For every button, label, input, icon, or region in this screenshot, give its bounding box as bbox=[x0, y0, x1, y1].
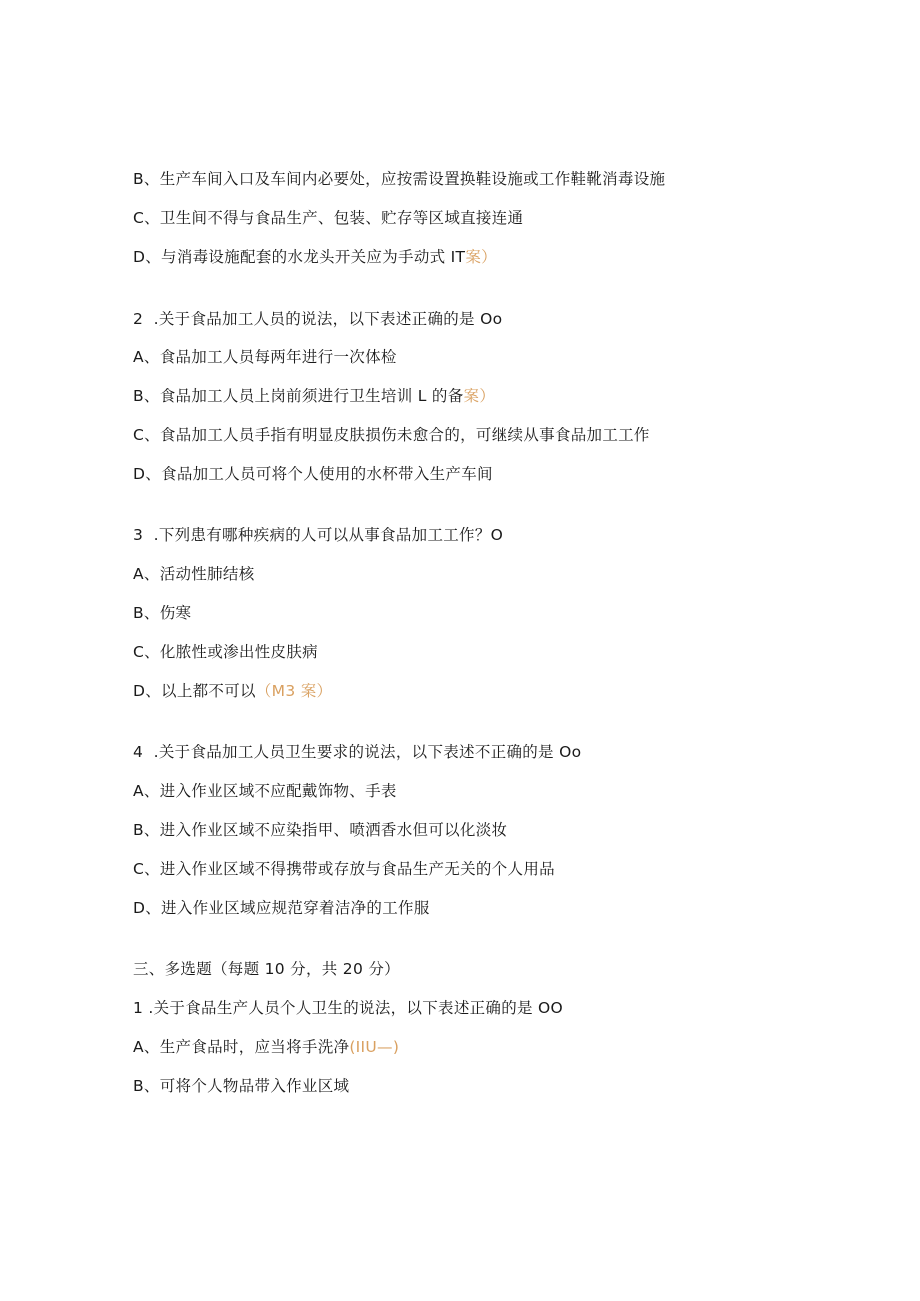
q4-stem bbox=[133, 742, 581, 762]
q2-option-a bbox=[133, 347, 397, 367]
q4-option-c bbox=[133, 859, 555, 879]
mq1-stem-text: 1 .关于食品生产人员个人卫生的说法，以下表述正确的是 OO bbox=[133, 999, 564, 1017]
q2-stem bbox=[133, 309, 502, 329]
mq1-answer-mark: (IIU—) bbox=[349, 1038, 400, 1056]
q2-option-c-text: C、食品加工人员手指有明显皮肤损伤未愈合的，可继续从事食品加工工作 bbox=[133, 426, 650, 444]
q1-option-c-text: C、卫生间不得与食品生产、包装、贮存等区域直接连通 bbox=[133, 209, 524, 227]
q2-stem-text: 2 .关于食品加工人员的说法，以下表述正确的是 Oo bbox=[133, 310, 503, 328]
q2-option-b bbox=[133, 386, 495, 406]
q3-option-c-text: C、化脓性或渗出性皮肤病 bbox=[133, 643, 318, 661]
q3-stem bbox=[133, 525, 503, 545]
q3-option-a bbox=[133, 564, 255, 584]
section-heading-text: 三、多选题（每题 10 分，共 20 分） bbox=[133, 960, 400, 978]
q3-option-a-text: A、活动性肺结核 bbox=[133, 565, 255, 583]
q1-option-d-text: D、与消毒设施配套的水龙头开关应为手动式 IT bbox=[133, 248, 466, 266]
q1-option-d bbox=[133, 247, 497, 267]
q3-option-c bbox=[133, 642, 318, 662]
q2-option-b-text: B、食品加工人员上岗前须进行卫生培训 L 的备 bbox=[133, 387, 464, 405]
q3-option-d-text: D、以上都不可以 bbox=[133, 682, 256, 700]
q4-stem-text: 4 .关于食品加工人员卫生要求的说法，以下表述不正确的是 Oo bbox=[133, 743, 582, 761]
q4-option-a-text: A、进入作业区域不应配戴饰物、手表 bbox=[133, 782, 397, 800]
mq1-option-a-text: A、生产食品时，应当将手洗净 bbox=[133, 1038, 350, 1056]
q3-option-b bbox=[133, 603, 191, 623]
q2-option-d-text: D、食品加工人员可将个人使用的水杯带入生产车间 bbox=[133, 465, 493, 483]
mq1-stem bbox=[133, 998, 563, 1018]
q2-option-c bbox=[133, 425, 650, 445]
q1-answer-mark: 案） bbox=[465, 248, 497, 266]
mq1-option-a bbox=[133, 1037, 399, 1057]
q2-answer-mark: 案） bbox=[463, 387, 496, 405]
q3-option-b-text: B、伤寒 bbox=[133, 604, 192, 622]
mq1-option-b-text: B、可将个人物品带入作业区域 bbox=[133, 1077, 350, 1095]
q4-option-a bbox=[133, 781, 397, 801]
q2-option-d bbox=[133, 464, 493, 484]
q4-option-c-text: C、进入作业区域不得携带或存放与食品生产无关的个人用品 bbox=[133, 860, 555, 878]
q3-answer-mark: （M3 案） bbox=[255, 682, 333, 700]
section-heading-multiple-choice bbox=[133, 959, 400, 979]
q1-option-c bbox=[133, 208, 523, 228]
mq1-option-b bbox=[133, 1076, 349, 1096]
q1-option-b-text: B、生产车间入口及车间内必要处，应按需设置换鞋设施或工作鞋靴消毒设施 bbox=[133, 170, 666, 188]
q4-option-b bbox=[133, 820, 507, 840]
q3-stem-text: 3 .下列患有哪种疾病的人可以从事食品加工工作？O bbox=[133, 526, 504, 544]
q2-option-a-text: A、食品加工人员每两年进行一次体检 bbox=[133, 348, 397, 366]
q4-option-b-text: B、进入作业区域不应染指甲、喷洒香水但可以化淡妆 bbox=[133, 821, 508, 839]
q4-option-d bbox=[133, 898, 430, 918]
q1-option-b bbox=[133, 169, 665, 189]
q3-option-d bbox=[133, 681, 332, 701]
q4-option-d-text: D、进入作业区域应规范穿着洁净的工作服 bbox=[133, 899, 430, 917]
